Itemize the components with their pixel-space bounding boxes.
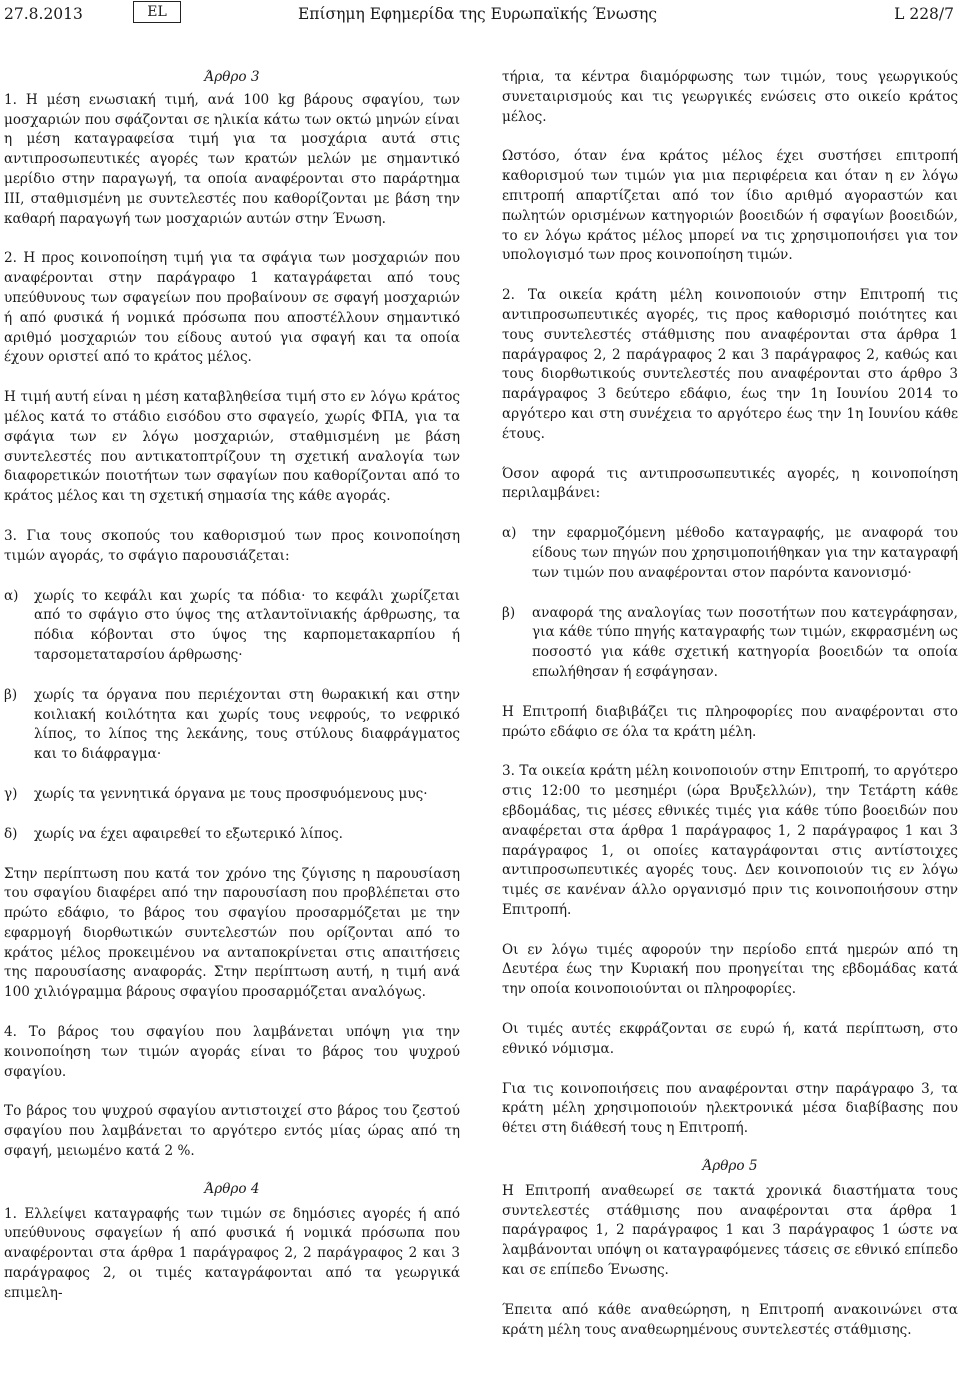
list-text: την εφαρμοζόμενη μέθοδο καταγραφής, με αναφορά του είδους των πηγών που χρησιμοποιήθηκαν για την καταγραφή των τιμών που αναφέρονται στον παρόντα κανονισμό· xyxy=(532,525,958,581)
paragraph: Ωστόσο, όταν ένα κράτος μέλος έχει συστήσει επιτροπή καθορισμού των τιμών για μια περιφέρεια και όταν η εν λόγω επιτροπή απαρτίζεται από τον ίδιο αριθμό αγοραστών και πωλητών ορισμένων κατηγοριών βοοειδών ή σφαγίων βοοειδών, το εν λόγω κράτος μέλος μπορεί να τις χρησιμοποιήσει για τον υπολογισμό των προς κοινοποίηση τιμών. xyxy=(502,148,958,264)
left-column xyxy=(4,68,460,1317)
publication-date: 27.8.2013 xyxy=(4,5,83,23)
list-marker: α) xyxy=(502,525,517,542)
list-text: χωρίς τα γεννητικά όργανα με τους προσφυόμενους μυς· xyxy=(34,785,428,802)
list-item xyxy=(502,604,958,683)
list-text: χωρίς το κεφάλι και χωρίς τα πόδια· το κεφάλι χωρίζεται από το σφάγιο στο ύψος της ατλαντοϊνιακής άρθρωσης, τα πόδια κόβονται στο ύψος της καρπομετακαρπίου ή ταρσομεταταρσίου άρθρωσης· xyxy=(34,587,460,663)
paragraph: 1. Ελλείψει καταγραφής των τιμών σε δημόσιες αγορές ή από υπεύθυνους σφαγείων ή από φυσικά ή νομικά πρόσωπα που αναφέρονται στα άρθρα 1 παράγραφος 2, 2 παράγραφος 2 και 3 παράγραφος 2, οι τιμές καταγράφονται από τα γεωργικά επιμελη- xyxy=(4,1205,460,1301)
paragraph: 3. Για τους σκοπούς του καθορισμού των προς κοινοποίηση τιμών αγοράς, το σφάγιο παρουσιάζεται: xyxy=(4,527,460,564)
journal-header xyxy=(0,0,960,30)
paragraph: τήρια, τα κέντρα διαμόρφωσης των τιμών, τους γεωργικούς συνεταιρισμούς και τις γεωργικές ενώσεις στο οικείο κράτος μέλος. xyxy=(502,69,958,125)
list-item xyxy=(4,587,460,666)
paragraph: Έπειτα από κάθε αναθεώρηση, η Επιτροπή ανακοινώνει στα κράτη μέλη τους αναθεωρημένους συντελεστές στάθμισης. xyxy=(502,1301,958,1338)
paragraph: 2. Η προς κοινοποίηση τιμή για τα σφάγια των μοσχαριών που αναφέρονται στην παράγραφο 1 καταγράφεται από τους υπεύθυνους των σφαγείων που προβαίνουν σε σφαγή μοσχαριών ή από φυσικά ή νομικά πρόσωπα που αποστέλλουν σημαντικό αριθμό μοσχαριών του είδους αυτού για σφαγή και τα οποία έχουν οριστεί από το κράτος μέλος. xyxy=(4,250,460,366)
journal-title: Επίσημη Εφημερίδα της Ευρωπαϊκής Ένωσης xyxy=(297,5,658,23)
language-badge: EL xyxy=(133,1,181,23)
paragraph: Όσον αφορά τις αντιπροσωπευτικές αγορές, η κοινοποίηση περιλαμβάνει: xyxy=(502,465,958,502)
list-marker: δ) xyxy=(4,825,18,842)
paragraph: 3. Τα οικεία κράτη μέλη κοινοποιούν στην Επιτροπή, το αργότερο στις 12:00 το μεσημέρι (ώρα Βρυξελλών), την Τετάρτη κάθε εβδομάδας, τις μέσες εθνικές τιμές για κάθε τύπο βοοειδών που αναφέρεται στα άρθρα 1 παράγραφος 1, 2 παράγραφος 1 και 3 παράγραφος 1, οι οποίες καταγράφονται στις αντίστοιχες αντιπροσωπευτικές αγορές τους. Δεν κοινοποιούν τις εν λόγω τιμές σε κανέναν άλλο οργανισμό πριν τις κοινοποιήσουν στην Επιτροπή. xyxy=(502,763,958,918)
list-item xyxy=(4,686,460,765)
list-text: χωρίς τα όργανα που περιέχονται στη θωρακική και στην κοιλιακή κοιλότητα και χωρίς τους νεφρούς, το νεφρικό λίπος, το λίπος της λεκάνης, τους στύλους διαφράγματος και το διάφραγμα· xyxy=(34,686,460,763)
list-item xyxy=(502,524,958,583)
article-5-heading: Άρθρο 5 xyxy=(702,1158,758,1175)
page-number: L 228/7 xyxy=(894,5,954,23)
paragraph: Για τις κοινοποιήσεις που αναφέρονται στην παράγραφο 3, τα κράτη μέλη χρησιμοποιούν ηλεκτρονικά μέσα διαβίβασης που θέτει στη διάθεσή τους η Επιτροπή. xyxy=(502,1080,958,1137)
paragraph: 4. Το βάρος του σφαγίου που λαμβάνεται υπόψη για την κοινοποίηση των τιμών αγοράς είναι το βάρος του ψυχρού σφαγίου. xyxy=(4,1024,460,1080)
paragraph: Η Επιτροπή αναθεωρεί σε τακτά χρονικά διαστήματα τους συντελεστές στάθμισης που αναφέρονται στα άρθρα 1 παράγραφος 1, 2 παράγραφος 1 και 3 παράγραφος 1 ώστε να λαμβάνονται υπόψη οι καταγραφόμενες τάσεις σε εθνικό επίπεδο και σε επίπεδο Ένωσης. xyxy=(502,1182,958,1279)
list-marker: β) xyxy=(502,604,516,621)
article-4-heading: Άρθρο 4 xyxy=(204,1180,260,1197)
paragraph: Το βάρος του ψυχρού σφαγίου αντιστοιχεί στο βάρος του ζεστού σφαγίου που λαμβάνεται το αργότερο εντός μίας ώρας από τη σφαγή, μειωμένο κατά 2 %. xyxy=(4,1103,460,1160)
list-text: χωρίς να έχει αφαιρεθεί το εξωτερικό λίπος. xyxy=(34,825,343,842)
paragraph: Οι τιμές αυτές εκφράζονται σε ευρώ ή, κατά περίπτωση, στο εθνικό νόμισμα. xyxy=(502,1021,958,1057)
paragraph: Οι εν λόγω τιμές αφορούν την περίοδο επτά ημερών από τη Δευτέρα έως την Κυριακή που προηγείται της εβδομάδας κατά την οποία κοινοποιούνται οι πληροφορίες. xyxy=(502,941,958,998)
paragraph: Στην περίπτωση που κατά τον χρόνο της ζύγισης η παρουσίαση του σφαγίου διαφέρει από την παρουσίαση που προβλέπεται στο πρώτο εδάφιο, το βάρος του σφαγίου προσαρμόζεται με την εφαρμογή διορθωτικών συντελεστών που ορίζονται από το κράτος μέλος προκειμένου να ανταποκρίνεται στις απαιτήσεις της παρουσίασης αναφοράς. Στην περίπτωση αυτή, η τιμή ανά 100 χιλιόγραμμα βάρους σφαγίου προσαρμόζεται αναλόγως. xyxy=(4,865,460,1001)
list-item xyxy=(4,825,460,845)
paragraph: 1. Η μέση ενωσιακή τιμή, ανά 100 kg βάρους σφαγίου, των μοσχαριών που σφάζονται σε ηλικία κάτω των οκτώ μηνών είναι η μέση καταγραφείσα τιμή για τα μοσχάρια αυτά στις αντιπροσωπευτικές αγορές των κρατών μελών με σημαντικό μερίδιο στην παραγωγή, τα οποία αναφέρονται στο παράρτημα III, σταθμισμένη με συντελεστές που καθορίζονται με βάση την καθαρή παραγωγή των μοσχαριών αυτών στην Ένωση. xyxy=(4,91,460,227)
right-column xyxy=(502,68,958,1353)
article-3-heading: Άρθρο 3 xyxy=(204,69,260,85)
paragraph: Η Επιτροπή διαβιβάζει τις πληροφορίες που αναφέρονται στο πρώτο εδάφιο σε όλα τα κράτη μέλη. xyxy=(502,703,958,740)
paragraph: 2. Τα οικεία κράτη μέλη κοινοποιούν στην Επιτροπή τις αντιπροσωπευτικές αγορές, τις προς καθορισμό ποιότητες και τους συντελεστές στάθμισης που αναφέρονται στα άρθρα 1 παράγραφος 2, 2 παράγραφος 2 και 3 παράγραφος 2, καθώς και τους διορθωτικούς συντελεστές που αναφέρονται στο άρθρο 3 παράγραφος 3 δεύτερο εδάφιο, έως την 1η Ιουνίου 2014 το αργότερο και στη συνέχεια το αργότερο έως την 1η Ιουνίου κάθε έτους. xyxy=(502,287,958,442)
list-marker: β) xyxy=(4,686,18,703)
list-marker: α) xyxy=(4,587,19,604)
list-text: αναφορά της αναλογίας των ποσοτήτων που κατεγράφησαν, για κάθε τύπο πηγής καταγραφής των τιμών, εκφρασμένη ως ποσοστό για κάθε σχετική κατηγορία βοοειδών τα οποία επωλήθησαν ή εσφάγησαν. xyxy=(532,604,958,680)
list-marker: γ) xyxy=(4,785,18,802)
paragraph: Η τιμή αυτή είναι η μέση καταβληθείσα τιμή στο εν λόγω κράτος μέλος κατά το στάδιο εισόδου στο σφαγείο, χωρίς ΦΠΑ, για τα σφάγια των εν λόγω μοσχαριών, σταθμισμένη με βάση συντελεστές που αντικατοπτρίζουν τη σχετική αναλογία των διαφορετικών ποιοτήτων των σφαγίων που καθορίζονται από το κράτος μέλος και τη σχετική σημασία της κάθε αγοράς. xyxy=(4,389,460,505)
list-item xyxy=(4,785,460,805)
